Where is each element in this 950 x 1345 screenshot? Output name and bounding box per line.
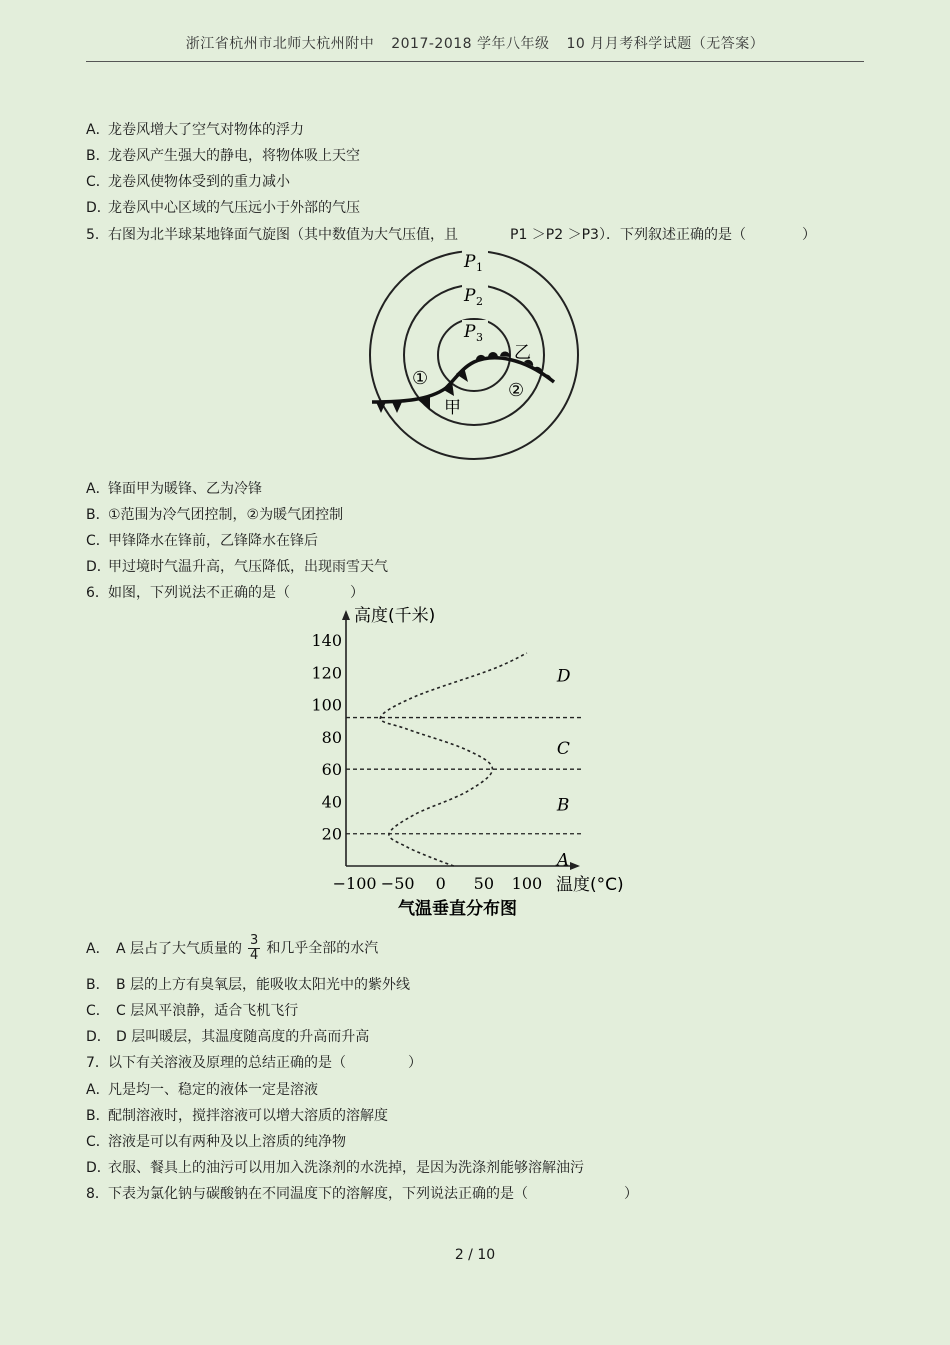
chart-title: 气温垂直分布图 xyxy=(398,899,517,919)
svg-text:3: 3 xyxy=(476,331,483,344)
q6-option-a: A． A 层占了大气质量的 $\frac{3}{4}$ 和几乎全部的水汽 xyxy=(86,933,379,963)
y-tick-label: 20 xyxy=(321,824,342,844)
fraction-three-quarters: $\frac{3}{4}$ xyxy=(250,933,259,963)
y-axis-arrow xyxy=(342,610,350,620)
y-tick-label: 120 xyxy=(311,663,342,683)
page-number: 2 / 10 xyxy=(454,1247,496,1263)
q8-stem: 8．下表为氯化钠与碳酸钠在不同温度下的溶解度，下列说法正确的是（ ） xyxy=(86,1186,638,1202)
q7-option-c: C．溶液是可以有两种及以上溶质的纯净物 xyxy=(86,1134,346,1150)
q4-option-a: A．龙卷风增大了空气对物体的浮力 xyxy=(86,122,304,138)
chart-ylabel: 高度(千米) xyxy=(354,606,436,626)
q7-stem: 7．以下有关溶液及原理的总结正确的是（ ） xyxy=(86,1055,422,1071)
header-rule xyxy=(86,61,864,62)
header-term: 2017-2018 学年八年级 xyxy=(391,36,550,52)
front-label-jia: 甲 xyxy=(444,398,461,418)
temperature-profile-chart xyxy=(300,600,650,922)
q5-stem: 5．右图为北半球某地锋面气旋图（其中数值为大气压值，且 P1 ＞P2 ＞P3）．下列叙述正确的是（ ） xyxy=(86,227,816,243)
q6-stem: 6．如图，下列说法不正确的是（ ） xyxy=(86,585,364,601)
header-exam: 10 月月考科学试题（无答案） xyxy=(566,36,765,52)
q4-option-d: D．龙卷风中心区域的气压远小于外部的气压 xyxy=(86,200,360,216)
q4-option-b: B．龙卷风产生强大的静电，将物体吸上天空 xyxy=(86,148,360,164)
x-tick-label: 0 xyxy=(435,874,446,893)
y-tick-label: 40 xyxy=(321,792,342,812)
x-tick-label: 100 xyxy=(511,874,543,893)
layer-label-b: B xyxy=(556,795,570,816)
q6-option-d: D． D 层叫暖层，其温度随高度的升高而升高 xyxy=(86,1029,370,1045)
q7-option-b: B．配制溶液时，搅拌溶液可以增大溶质的溶解度 xyxy=(86,1108,388,1124)
q7-option-a: A．凡是均一、稳定的液体一定是溶液 xyxy=(86,1082,318,1098)
frontal-cyclone-figure xyxy=(364,250,584,470)
y-tick-label: 100 xyxy=(311,695,342,715)
front-line xyxy=(372,358,554,402)
layer-label-d: D xyxy=(556,666,571,687)
isobar-label-p3: P xyxy=(464,322,476,342)
y-tick-label: 60 xyxy=(321,760,342,780)
q7-option-d: D．衣服、餐具上的油污可以用加入洗涤剂的水洗掉，是因为洗涤剂能够溶解油污 xyxy=(86,1160,584,1176)
layer-label-a: A xyxy=(556,850,570,871)
q5-option-c: C．甲锋降水在锋前，乙锋降水在锋后 xyxy=(86,533,318,549)
isobar-label-p1: P xyxy=(464,252,476,272)
svg-text:1: 1 xyxy=(476,261,483,274)
svg-text:2: 2 xyxy=(476,295,483,308)
q5-option-b: B．①范围为冷气团控制，②为暖气团控制 xyxy=(86,507,344,523)
q6-option-c: C． C 层风平浪静，适合飞机飞行 xyxy=(86,1003,299,1019)
q5-option-a: A．锋面甲为暖锋、乙为冷锋 xyxy=(86,481,262,497)
y-tick-label: 80 xyxy=(321,727,342,747)
x-tick-label: 50 xyxy=(473,874,495,893)
x-tick-label: −100 xyxy=(332,874,377,893)
page-header xyxy=(86,33,864,53)
y-tick-label: 140 xyxy=(311,631,342,651)
region-label-1: ① xyxy=(412,368,429,389)
layer-label-c: C xyxy=(556,739,570,760)
q6-option-b: B． B 层的上方有臭氧层，能吸收太阳光中的紫外线 xyxy=(86,977,411,993)
header-school: 浙江省杭州市北师大杭州附中 xyxy=(185,36,375,52)
q5-option-d: D．甲过境时气温升高，气压降低，出现雨雪天气 xyxy=(86,559,388,575)
region-label-2: ② xyxy=(508,380,525,401)
x-tick-label: −50 xyxy=(380,874,415,893)
q4-option-c: C．龙卷风使物体受到的重力减小 xyxy=(86,174,290,190)
front-label-yi: 乙 xyxy=(514,343,531,363)
chart-xlabel: 温度(°C) xyxy=(556,875,624,895)
isobar-label-p2: P xyxy=(464,286,476,306)
isobar-p1 xyxy=(370,251,578,459)
x-axis-arrow xyxy=(570,862,580,870)
